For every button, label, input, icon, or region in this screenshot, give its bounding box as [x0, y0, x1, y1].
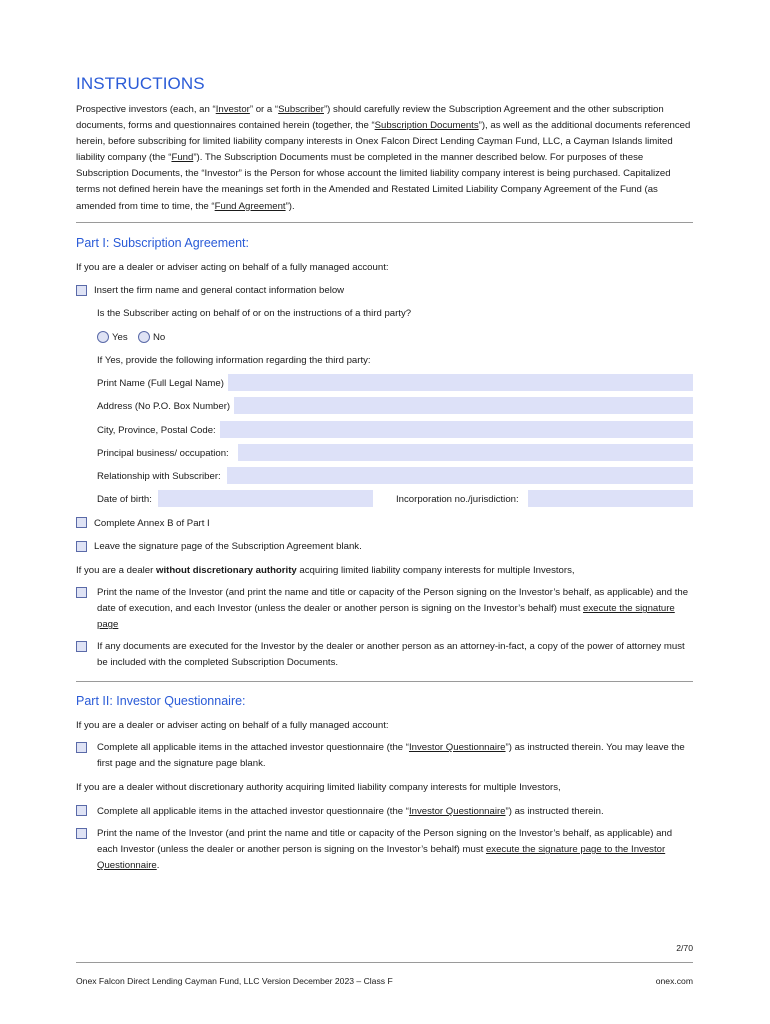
- questionnaire-sign-checkbox[interactable]: [76, 828, 87, 839]
- incorporation-field[interactable]: [528, 490, 693, 507]
- defined-term-subscription-documents: Subscription Documents: [374, 120, 479, 132]
- defined-term-subscriber: Subscriber: [278, 104, 324, 115]
- insert-firm-label: Insert the firm name and general contact information below: [94, 285, 345, 296]
- name-label: Print Name (Full Legal Name): [97, 378, 224, 389]
- dob-field[interactable]: [158, 490, 373, 507]
- address-label: Address (No P.O. Box Number): [97, 401, 231, 412]
- dob-label: Date of birth:: [97, 494, 152, 505]
- leave-blank-label: Leave the signature page of the Subscription Agreement blank.: [94, 541, 362, 552]
- section-divider: [76, 681, 693, 682]
- questionnaire-sign-start: Print the name of the Investor (and print the name and title or capacity of the Person signing on the Investor’s behalf, as applicable) and each Investor (unless the dealer or another person is signing on the Investor’s behalf) must: [97, 828, 673, 856]
- questionnaire-sign-end: .: [156, 860, 160, 872]
- intro-text: Prospective investors (each, an “: [76, 104, 216, 115]
- address-field[interactable]: [234, 397, 693, 414]
- city-label: City, Province, Postal Code:: [97, 425, 216, 436]
- yes-radio[interactable]: [97, 331, 109, 343]
- business-label: Principal business/ occupation:: [97, 448, 229, 459]
- questionnaire-managed-text: [97, 740, 693, 772]
- intro-text: ”). The Subscription Documents must be completed in the manner described below. For purposes of these Subscription Documents, the “Investor” is the Person for whose account the limited liability company interest is being purchased. Capitalized terms not defined herein have the meanings set forth in the Amended and Restated Limited Liability Company Agreement of the Fund (as amended from time to time, the “: [76, 152, 671, 212]
- intro-paragraph: [76, 102, 696, 215]
- intro-text: ”).: [285, 200, 295, 212]
- intro-text: ”), as well as the additional documents referenced herein, before subscribing for limited liability company interests in Onex Falcon Direct Lending Cayman Fund, LLC, a Cayman Islands limited liability company (the “: [76, 120, 691, 164]
- incorporation-label: Incorporation no./jurisdiction:: [396, 494, 519, 505]
- attorney-checkbox[interactable]: [76, 641, 87, 652]
- relationship-field[interactable]: [227, 467, 693, 484]
- name-field[interactable]: [228, 374, 693, 391]
- business-field[interactable]: [238, 444, 693, 461]
- part2-dealer-text: If you are a dealer without discretionary authority acquiring limited liability company interests for multiple Investors,: [76, 782, 561, 793]
- questionnaire-managed-start: Complete all applicable items in the attached investor questionnaire (the “: [97, 742, 409, 753]
- questionnaire-dealer-end: ”) as instructed therein.: [505, 806, 604, 817]
- print-name-main: Print the name of the Investor (and print the name and title or capacity of the Person signing on the Investor’s behalf, as applicable) and the date of execution, and each Investor (unless the dealer or another person is signing on the Investor’s behalf) must: [97, 587, 689, 615]
- part1-managed-text: If you are a dealer or adviser acting on behalf of a fully managed account:: [76, 262, 389, 273]
- dealer-text-bold: without discretionary authority: [156, 565, 297, 576]
- annex-b-checkbox[interactable]: [76, 517, 87, 528]
- intro-text: ” or a “: [249, 104, 279, 115]
- page-number: 2/70: [676, 943, 693, 953]
- defined-term-investor-questionnaire: Investor Questionnaire: [408, 806, 506, 817]
- city-field[interactable]: [220, 421, 693, 438]
- dealer-text-end: acquiring limited liability company interests for multiple Investors,: [296, 565, 575, 576]
- defined-term-fund: Fund: [171, 152, 194, 164]
- relationship-label: Relationship with Subscriber:: [97, 471, 221, 482]
- footer-divider: [76, 962, 693, 963]
- section-divider: [76, 222, 693, 223]
- dealer-text: [76, 565, 575, 576]
- third-party-question: Is the Subscriber acting on behalf of or on the instructions of a third party?: [97, 308, 412, 319]
- intro-text: ”) should carefully review the Subscription Agreement and the other subscription documents, forms and questionnaires contained herein (together, the “: [76, 104, 664, 132]
- defined-term-investor-questionnaire: Investor Questionnaire: [408, 742, 506, 753]
- questionnaire-managed-end: ”) as instructed therein. You may leave the first page and the signature page blank.: [97, 742, 685, 770]
- dealer-text-start: If you are a dealer: [76, 565, 156, 576]
- questionnaire-dealer-text: [97, 806, 604, 817]
- part1-heading: Part I: Subscription Agreement:: [76, 236, 250, 250]
- questionnaire-sign-text: [97, 826, 693, 874]
- part2-managed-text: If you are a dealer or adviser acting on behalf of a fully managed account:: [76, 720, 389, 731]
- print-name-checkbox[interactable]: [76, 587, 87, 598]
- questionnaire-dealer-start: Complete all applicable items in the attached investor questionnaire (the “: [97, 806, 409, 817]
- execute-signature-page-term: execute the signature page: [97, 603, 675, 631]
- defined-term-investor: Investor: [215, 104, 250, 115]
- no-label: No: [153, 332, 166, 343]
- footer-website: onex.com: [655, 976, 693, 986]
- questionnaire-managed-checkbox[interactable]: [76, 742, 87, 753]
- yes-label: Yes: [112, 332, 128, 343]
- execute-questionnaire-signature-term: execute the signature page to the Investor Questionnaire: [97, 844, 666, 872]
- footer-doc-info: Onex Falcon Direct Lending Cayman Fund, LLC Version December 2023 – Class F: [76, 976, 393, 986]
- annex-b-label: Complete Annex B of Part I: [94, 518, 210, 529]
- insert-firm-checkbox[interactable]: [76, 285, 87, 296]
- no-radio[interactable]: [138, 331, 150, 343]
- attorney-text: If any documents are executed for the Investor by the dealer or another person as an attorney-in-fact, a copy of the power of attorney must be included with the completed Subscription Documents.: [97, 641, 685, 669]
- page-title: INSTRUCTIONS: [76, 74, 205, 93]
- print-name-text: [97, 585, 693, 633]
- defined-term-fund-agreement: Fund Agreement: [214, 200, 286, 212]
- if-yes-text: If Yes, provide the following information regarding the third party:: [97, 355, 371, 366]
- questionnaire-dealer-checkbox[interactable]: [76, 805, 87, 816]
- part2-heading: Part II: Investor Questionnaire:: [76, 694, 246, 708]
- leave-blank-checkbox[interactable]: [76, 541, 87, 552]
